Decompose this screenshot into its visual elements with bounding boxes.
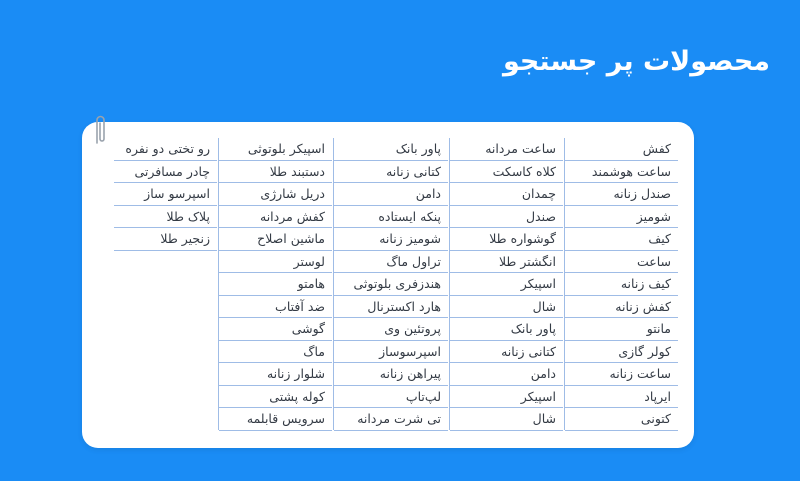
product-item[interactable]: گوشی <box>219 318 332 341</box>
product-column-3 <box>334 138 448 431</box>
product-item[interactable]: کوله پشتی <box>219 386 332 409</box>
product-item[interactable]: هارد اکسترنال <box>334 296 448 319</box>
product-item[interactable]: کیف زنانه <box>565 273 678 296</box>
product-item[interactable]: دستبند طلا <box>219 161 332 184</box>
product-item[interactable]: شلوار زنانه <box>219 363 332 386</box>
product-item[interactable]: کیف <box>565 228 678 251</box>
product-item[interactable]: ساعت زنانه <box>565 363 678 386</box>
product-item[interactable]: پاور بانک <box>334 138 448 161</box>
product-item[interactable]: چادر مسافرتی <box>114 161 217 184</box>
product-item[interactable]: چمدان <box>450 183 563 206</box>
product-item[interactable]: گوشواره طلا <box>450 228 563 251</box>
product-item[interactable]: اسپیکر بلوتوثی <box>219 138 332 161</box>
product-item[interactable]: زنجیر طلا <box>114 228 217 251</box>
product-item[interactable]: پروتئین وی <box>334 318 448 341</box>
product-item[interactable]: شومیز <box>565 206 678 229</box>
product-item[interactable]: کتونی <box>565 408 678 431</box>
product-item[interactable]: دامن <box>334 183 448 206</box>
product-item[interactable]: ایرپاد <box>565 386 678 409</box>
product-item[interactable]: کلاه کاسکت <box>450 161 563 184</box>
product-item[interactable]: ماشین اصلاح <box>219 228 332 251</box>
product-item[interactable]: ماگ <box>219 341 332 364</box>
product-item[interactable]: پلاک طلا <box>114 206 217 229</box>
product-item[interactable]: صندل <box>450 206 563 229</box>
product-item[interactable]: ساعت <box>565 251 678 274</box>
product-column-5 <box>114 138 217 251</box>
paperclip-icon <box>92 113 108 147</box>
product-item[interactable]: لپ‌تاپ <box>334 386 448 409</box>
product-item[interactable]: دامن <box>450 363 563 386</box>
product-item[interactable]: ساعت هوشمند <box>565 161 678 184</box>
product-item[interactable]: انگشتر طلا <box>450 251 563 274</box>
product-item[interactable]: شومیز زنانه <box>334 228 448 251</box>
product-item[interactable]: صندل زنانه <box>565 183 678 206</box>
product-item[interactable]: کفش زنانه <box>565 296 678 319</box>
product-column-4 <box>219 138 332 431</box>
product-item[interactable]: پنکه ایستاده <box>334 206 448 229</box>
product-item[interactable]: هامتو <box>219 273 332 296</box>
product-item[interactable]: تراول ماگ <box>334 251 448 274</box>
product-item[interactable]: کفش <box>565 138 678 161</box>
page-title: محصولات پر جستجو <box>502 46 770 77</box>
product-column-1 <box>565 138 678 431</box>
product-item[interactable]: رو تختی دو نفره <box>114 138 217 161</box>
product-item[interactable]: پیراهن زنانه <box>334 363 448 386</box>
product-item[interactable]: اسپرسو ساز <box>114 183 217 206</box>
product-item[interactable]: اسپیکر <box>450 273 563 296</box>
product-item[interactable]: اسپیکر <box>450 386 563 409</box>
product-item[interactable]: دریل شارژی <box>219 183 332 206</box>
product-item[interactable]: کتانی زنانه <box>334 161 448 184</box>
product-item[interactable]: ساعت مردانه <box>450 138 563 161</box>
product-item[interactable]: ضد آفتاب <box>219 296 332 319</box>
product-column-2 <box>450 138 563 431</box>
product-item[interactable]: شال <box>450 296 563 319</box>
product-item[interactable]: کتانی زنانه <box>450 341 563 364</box>
product-item[interactable]: کفش مردانه <box>219 206 332 229</box>
product-item[interactable]: سرویس قابلمه <box>219 408 332 431</box>
product-item[interactable]: کولر گازی <box>565 341 678 364</box>
product-item[interactable]: هندزفری بلوتوثی <box>334 273 448 296</box>
product-item[interactable]: شال <box>450 408 563 431</box>
product-item[interactable]: مانتو <box>565 318 678 341</box>
product-item[interactable]: پاور بانک <box>450 318 563 341</box>
product-item[interactable]: تی شرت مردانه <box>334 408 448 431</box>
product-item[interactable]: لوستر <box>219 251 332 274</box>
product-item[interactable]: اسپرسوساز <box>334 341 448 364</box>
